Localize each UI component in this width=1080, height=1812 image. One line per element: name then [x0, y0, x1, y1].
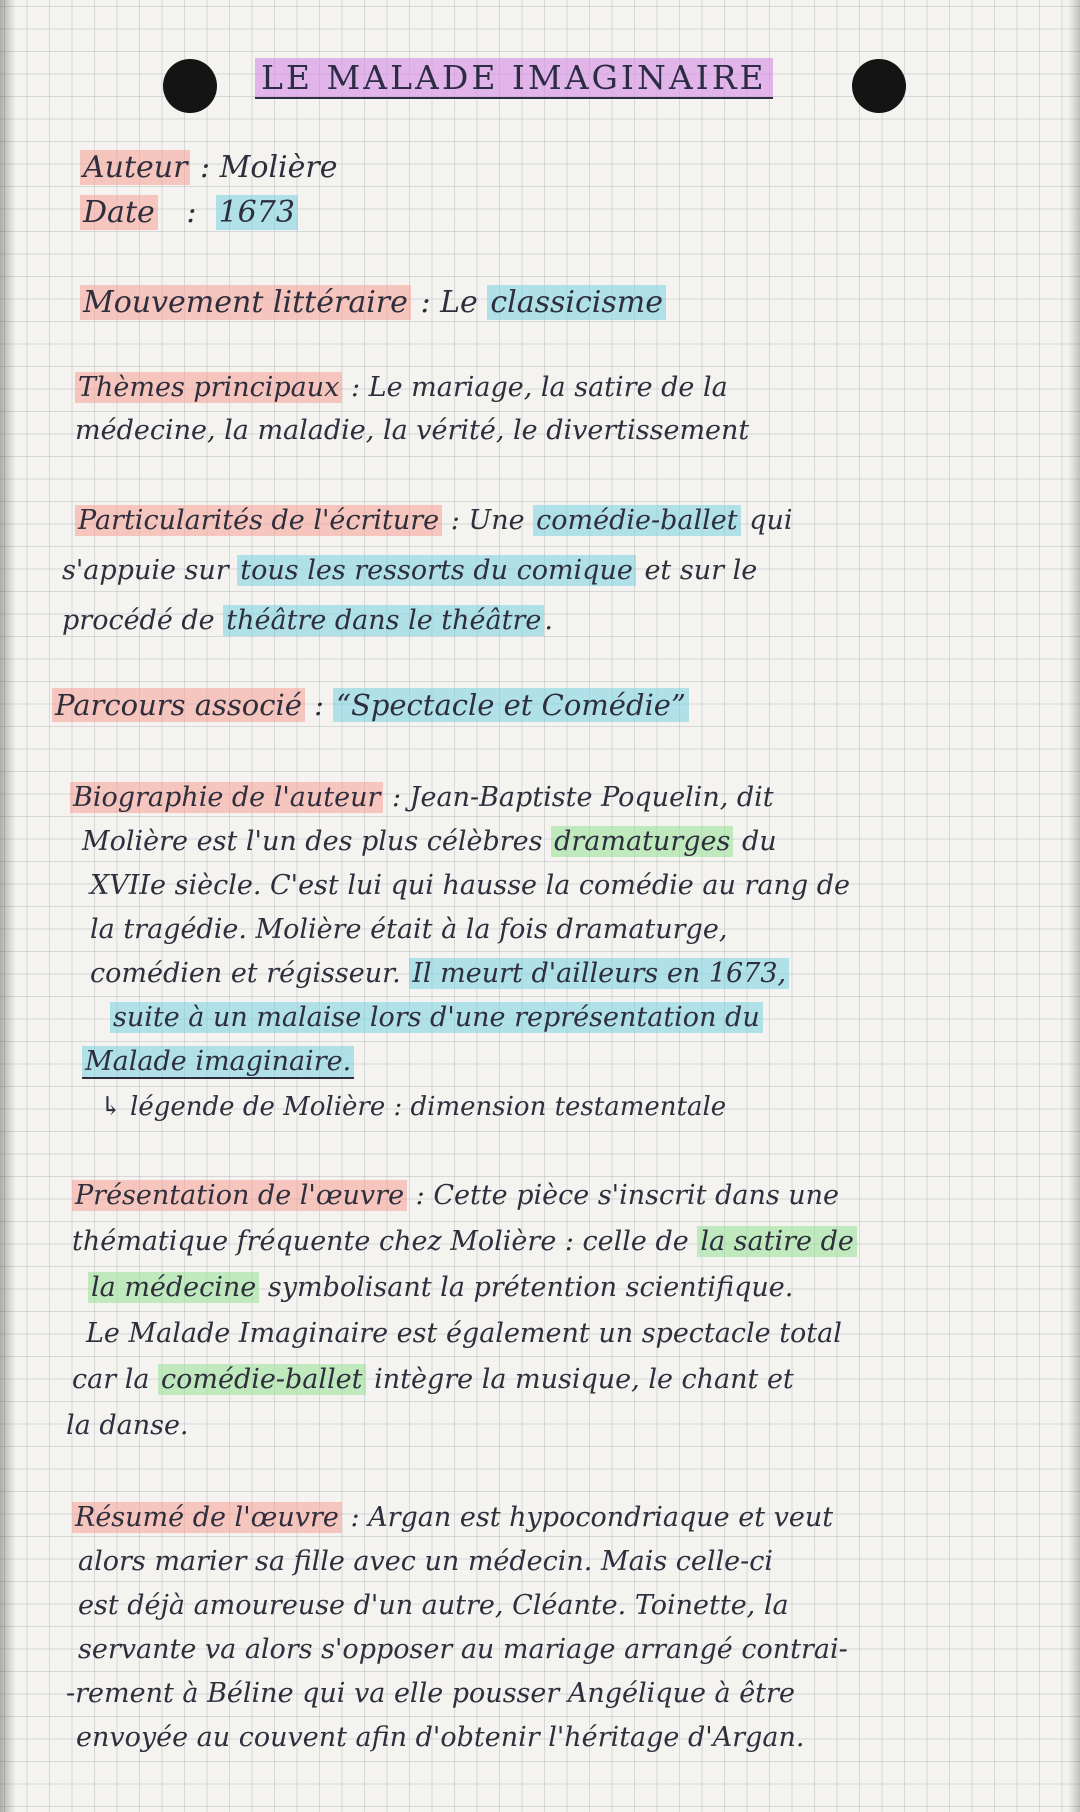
movement-value: classicisme — [487, 285, 666, 320]
parcours-sep: : — [314, 688, 324, 722]
presentation-text-1: : Cette pièce s'inscrit dans une — [415, 1180, 840, 1211]
writing-text-1a: : Une — [450, 505, 525, 536]
writing-highlight-3: théâtre dans le théâtre — [223, 605, 544, 636]
page-shadow-left — [0, 0, 16, 1812]
presentation-highlight-5: comédie-ballet — [158, 1364, 365, 1395]
date-label: Date — [80, 195, 158, 230]
biography-text-8: ↳ légende de Molière : dimension testamentale — [100, 1092, 727, 1122]
biography-line-1 — [70, 782, 774, 813]
biography-line-2 — [82, 826, 777, 857]
biography-line-5 — [90, 958, 789, 989]
presentation-text-5b: intègre la musique, le chant et — [374, 1364, 794, 1395]
parcours-row — [52, 688, 689, 722]
writing-line-1 — [75, 505, 793, 536]
biography-label: Biographie de l'auteur — [70, 782, 383, 813]
writing-text-2b: et sur le — [644, 555, 758, 586]
movement-label: Mouvement littéraire — [80, 285, 411, 320]
biography-text-1: : Jean-Baptiste Poquelin, dit — [392, 782, 774, 813]
summary-text-3: est déjà amoureuse d'un autre, Cléante. Toinette, la — [78, 1590, 789, 1621]
biography-line-8 — [100, 1092, 726, 1122]
binder-hole-left — [163, 59, 217, 113]
presentation-text-5a: car la — [72, 1364, 150, 1395]
movement-value-pre: Le — [440, 285, 478, 320]
summary-text-4: servante va alors s'opposer au mariage arrangé contrai- — [78, 1634, 848, 1665]
presentation-text-2a: thématique fréquente chez Molière : celle de — [72, 1226, 689, 1257]
presentation-line-6 — [66, 1410, 189, 1441]
presentation-text-3: symbolisant la prétention scientifique. — [267, 1272, 794, 1303]
themes-line-1 — [75, 372, 728, 403]
date-row: Date : 1673 — [80, 195, 298, 230]
writing-text-3b: . — [544, 605, 553, 636]
presentation-text-6: la danse. — [66, 1410, 189, 1441]
writing-text-3a: procédé de — [62, 605, 215, 636]
page-title — [255, 58, 773, 97]
biography-highlight-2: dramaturges — [551, 826, 733, 857]
themes-text-1: : Le mariage, la satire de la — [350, 372, 728, 403]
summary-text-6: envoyée au couvent afin d'obtenir l'héritage d'Argan. — [76, 1722, 805, 1753]
biography-line-3 — [90, 870, 850, 901]
presentation-highlight-3: la médecine — [88, 1272, 259, 1303]
movement-row: Mouvement littéraire : Le classicisme — [80, 285, 666, 320]
biography-highlight-6: suite à un malaise lors d'une représentation du — [110, 1002, 763, 1033]
parcours-value: “Spectacle et Comédie” — [333, 688, 689, 722]
author-row: Auteur : Molière — [80, 150, 338, 185]
writing-text-1b: qui — [749, 505, 793, 536]
summary-line-3 — [78, 1590, 789, 1621]
page-shadow-right — [1068, 0, 1080, 1812]
summary-text-1: : Argan est hypocondriaque et veut — [350, 1502, 834, 1533]
biography-text-3: XVIIe siècle. C'est lui qui hausse la comédie au rang de — [90, 870, 850, 901]
title-text: LE MALADE IMAGINAIRE — [255, 58, 773, 99]
summary-text-5: -rement à Béline qui va elle pousser Angélique à être — [66, 1678, 795, 1709]
presentation-line-1 — [72, 1180, 839, 1211]
writing-line-2 — [62, 555, 757, 586]
biography-text-2a: Molière est l'un des plus célèbres — [82, 826, 543, 857]
biography-highlight-7: Malade imaginaire. — [82, 1046, 354, 1079]
parcours-label: Parcours associé — [52, 688, 305, 722]
themes-line-2 — [75, 415, 749, 446]
themes-label: Thèmes principaux — [75, 372, 342, 403]
summary-line-1 — [72, 1502, 833, 1533]
summary-line-5 — [66, 1678, 795, 1709]
presentation-highlight-2: la satire de — [697, 1226, 856, 1257]
writing-line-3 — [62, 605, 553, 636]
writing-label: Particularités de l'écriture — [75, 505, 442, 536]
summary-line-6 — [76, 1722, 804, 1753]
themes-text-2: médecine, la maladie, la vérité, le divertissement — [75, 415, 750, 446]
biography-text-2b: du — [741, 826, 777, 857]
writing-highlight-2: tous les ressorts du comique — [237, 555, 636, 586]
biography-line-6 — [110, 1002, 763, 1033]
presentation-line-2 — [72, 1226, 857, 1257]
summary-label: Résumé de l'œuvre — [72, 1502, 342, 1533]
biography-line-4 — [90, 914, 727, 945]
writing-text-2a: s'appuie sur — [62, 555, 229, 586]
summary-line-4 — [78, 1634, 848, 1665]
summary-text-2: alors marier sa fille avec un médecin. Mais celle-ci — [78, 1546, 774, 1577]
biography-text-4: la tragédie. Molière était à la fois dramaturge, — [90, 914, 728, 945]
biography-highlight-5: Il meurt d'ailleurs en 1673, — [409, 958, 789, 989]
writing-highlight-1: comédie-ballet — [533, 505, 740, 536]
presentation-line-4 — [86, 1318, 842, 1349]
presentation-text-4: Le Malade Imaginaire est également un spectacle total — [86, 1318, 842, 1349]
date-value: 1673 — [216, 195, 298, 230]
author-label: Auteur — [80, 150, 190, 185]
summary-line-2 — [78, 1546, 773, 1577]
presentation-line-5 — [72, 1364, 794, 1395]
presentation-line-3 — [88, 1272, 793, 1303]
author-value: Molière — [219, 150, 338, 185]
binder-hole-right — [852, 59, 906, 113]
presentation-label: Présentation de l'œuvre — [72, 1180, 407, 1211]
biography-text-5a: comédien et régisseur. — [90, 958, 401, 989]
biography-line-7 — [82, 1046, 354, 1077]
